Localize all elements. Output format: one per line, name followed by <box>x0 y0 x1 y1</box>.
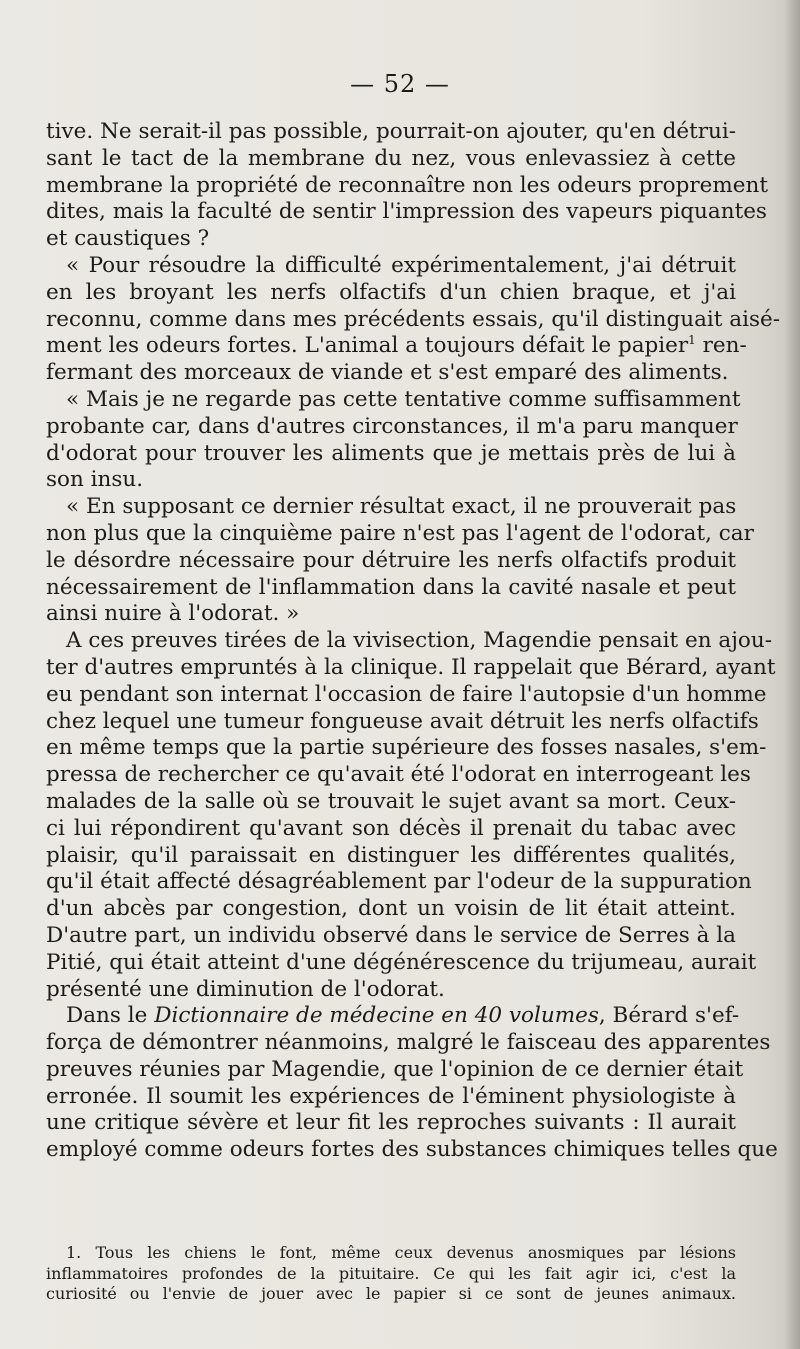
text-line-content: dites, mais la faculté de sentir l'impression des vapeurs piquantes <box>46 199 767 225</box>
text-line-content: chez lequel une tumeur fongueuse avait détruit les nerfs olfactifs <box>46 708 759 734</box>
text-line-content: plaisir, qu'il paraissait en distinguer les différentes qualités, <box>46 842 736 868</box>
text-line <box>46 253 736 280</box>
text-line-content: qu'il était affecté désagréablement par l'odeur de la suppuration <box>46 869 752 895</box>
text-line-content: non plus que la cinquième paire n'est pas l'agent de l'odorat, car <box>46 520 754 546</box>
text-line-content: en les broyant les nerfs olfactifs d'un chien braque, et j'ai <box>46 279 736 305</box>
text-line-content: son insu. <box>46 467 144 493</box>
text-line-content: tive. Ne serait-il pas possible, pourrait-on ajouter, qu'en détrui- <box>46 119 736 144</box>
text-line-content: D'autre part, un individu observé dans le service de Serres à la <box>46 922 736 948</box>
page-number: — 52 — <box>350 70 450 98</box>
text-line <box>46 762 751 789</box>
text-line-content: d'un abcès par congestion, dont un voisin de lit était atteint. <box>46 896 736 922</box>
text-line <box>46 1084 736 1111</box>
text-line <box>46 869 752 896</box>
text-line <box>46 1030 771 1057</box>
text-line <box>46 896 736 923</box>
text-line <box>46 1056 744 1084</box>
text-line-continuation: , Bérard s'ef- <box>598 1003 740 1029</box>
text-line-content: ci lui répondirent qu'avant son décès il prenait du tabac avec <box>46 815 736 841</box>
text-line-content: A ces preuves tirées de la vivisection, Magendie pensait en ajou- <box>66 628 772 654</box>
text-line <box>46 601 736 628</box>
text-line <box>46 923 736 950</box>
text-line-content: et caustiques ? <box>46 226 210 252</box>
footnote-line: inflammatoires profondes de la pituitaire. Ce qui les fait agir ici, c'est la <box>46 1263 736 1283</box>
text-line-content: membrane la propriété de reconnaître non les odeurs proprement <box>46 172 768 198</box>
text-line <box>46 441 736 468</box>
text-line <box>46 306 780 334</box>
footnote-line: curiosité ou l'envie de jouer avec le papier si ce sont de jeunes animaux. <box>46 1284 736 1303</box>
text-line <box>46 843 736 870</box>
text-line-content: preuves réunies par Magendie, que l'opinion de ce dernier était <box>46 1056 744 1082</box>
text-line-content: sant le tact de la membrane du nez, vous enlevassiez à cette <box>46 145 736 171</box>
text-line <box>46 199 767 226</box>
text-line <box>46 467 736 494</box>
text-line-content: nécessairement de l'inflammation dans la cavité nasale et peut <box>46 574 736 600</box>
text-line-content: Dans le <box>66 1003 155 1029</box>
text-line-content: fermant des morceaux de viande et s'est emparé des aliments. <box>46 360 729 386</box>
text-line-content: pressa de rechercher ce qu'avait été l'odorat en interrogeant les <box>46 762 751 788</box>
text-line <box>46 520 754 548</box>
text-line <box>46 977 736 1004</box>
text-line-continuation: ren- <box>695 333 747 359</box>
text-line-content: « Mais je ne regarde pas cette tentative comme suffisamment <box>66 386 741 412</box>
text-line-content: Pitié, qui était atteint d'une dégénérescence du trijumeau, aurait <box>46 949 757 975</box>
text-line-content: malades de la salle où se trouvait le sujet avant sa mort. Ceux- <box>46 788 736 814</box>
text-line-content: une critique sévère et leur fit les reproches suivants : Il aurait <box>46 1110 736 1136</box>
text-line-content: « Pour résoudre la difficulté expérimentalement, j'ai détruit <box>66 252 736 278</box>
text-line-content: probante car, dans d'autres circonstances, il m'a paru manquer <box>46 413 738 439</box>
text-line-content: en même temps que la partie supérieure des fosses nasales, s'em- <box>46 735 767 761</box>
text-line-content: employé comme odeurs fortes des substances chimiques telles que <box>46 1137 778 1163</box>
text-line <box>46 735 767 762</box>
text-line <box>46 575 736 602</box>
footnotes <box>46 1243 736 1305</box>
text-line-content: erronée. Il soumit les expériences de l'éminent physiologiste à <box>46 1083 736 1109</box>
text-line <box>46 333 747 360</box>
text-line-content: présenté une diminution de l'odorat. <box>46 976 445 1002</box>
text-line <box>46 360 736 387</box>
text-line-content: « En supposant ce dernier résultat exact, il ne prouverait pas <box>66 494 737 520</box>
text-line <box>46 789 736 816</box>
text-line-content: ter d'autres empruntés à la clinique. Il rappelait que Bérard, ayant <box>46 654 776 680</box>
text-line <box>46 1110 736 1137</box>
text-line <box>46 414 736 441</box>
page-edge-shadow <box>784 0 800 1349</box>
text-line <box>46 226 736 253</box>
text-line <box>46 172 768 200</box>
text-line <box>46 1003 740 1030</box>
footnote-line: 1. Tous les chiens le font, même ceux devenus anosmiques par lésions <box>66 1243 736 1262</box>
footnote-reference: 1 <box>688 333 696 348</box>
body-text <box>46 119 780 1164</box>
text-line-content: força de démontrer néanmoins, malgré le faisceau des apparentes <box>46 1030 771 1056</box>
text-line <box>46 146 736 173</box>
text-line-content: ment les odeurs fortes. L'animal a toujours défait le papier <box>46 333 689 359</box>
text-line <box>46 386 741 414</box>
text-line <box>46 548 736 575</box>
text-line <box>46 1137 778 1164</box>
text-line <box>46 280 736 307</box>
italic-title: Dictionnaire de médecine en 40 volumes <box>154 1003 599 1029</box>
text-line-content: reconnu, comme dans mes précédents essais, qu'il distinguait aisé- <box>46 306 780 332</box>
text-line <box>46 119 736 146</box>
text-line <box>46 816 736 843</box>
text-line-content: eu pendant son internat l'occasion de faire l'autopsie d'un homme <box>46 681 767 707</box>
text-line <box>46 681 767 709</box>
text-line <box>46 494 736 521</box>
text-line <box>46 949 757 977</box>
text-line <box>46 708 759 736</box>
text-line-content: le désordre nécessaire pour détruire les nerfs olfactifs produit <box>46 547 736 573</box>
text-line <box>46 628 772 655</box>
text-line-content: d'odorat pour trouver les aliments que je mettais près de lui à <box>46 440 736 466</box>
text-line <box>46 654 776 682</box>
text-line-content: ainsi nuire à l'odorat. » <box>46 601 300 627</box>
